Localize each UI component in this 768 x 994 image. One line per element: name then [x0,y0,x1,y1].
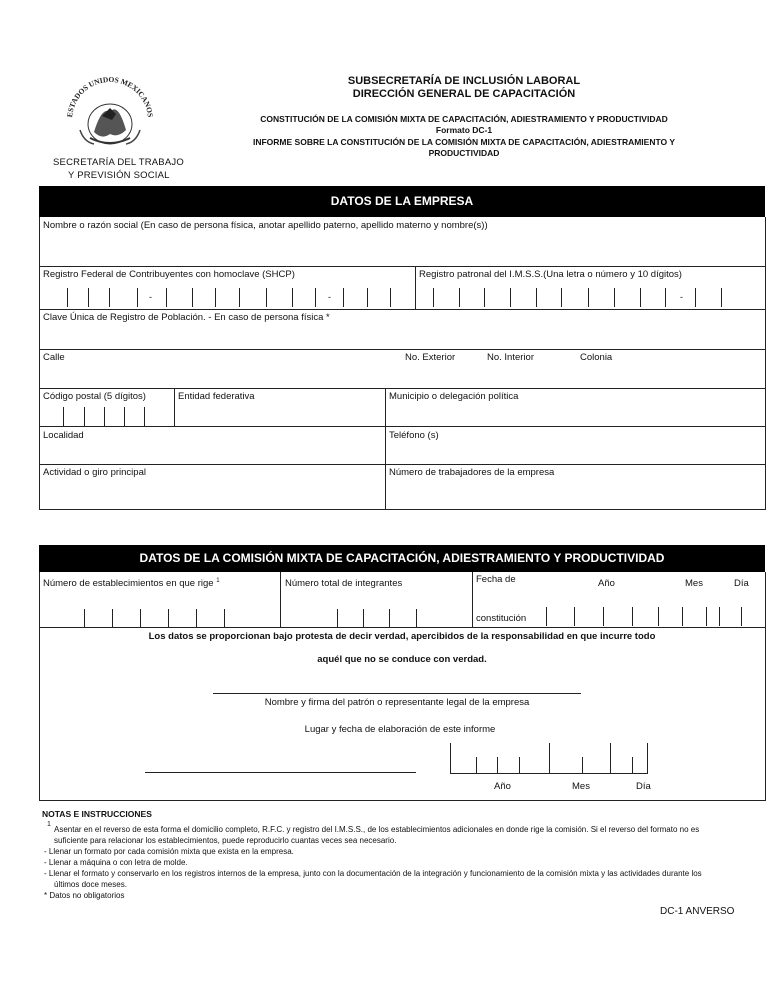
entidad-field[interactable] [175,404,384,425]
note-2: - Llenar un formato por cada comisión mixta que exista en la empresa. [44,847,294,856]
ministry-name-line2: Y PREVISIÓN SOCIAL [68,170,170,181]
firma-field[interactable] [213,675,581,694]
section-empresa-title: DATOS DE LA EMPRESA [39,186,765,217]
fecha-elaboracion-field[interactable] [450,743,648,774]
trabajadores-label: Número de trabajadores de la empresa [389,467,555,478]
actividad-label: Actividad o giro principal [43,467,146,478]
integrantes-field[interactable] [337,609,417,627]
mes-label: Mes [685,578,703,589]
section-comision-title: DATOS DE LA COMISIÓN MIXTA DE CAPACITACIÓN, ADIESTRAMIENTO Y PRODUCTIVIDAD [39,545,765,572]
notes-title: NOTAS E INSTRUCCIONES [42,809,152,819]
lugar-field[interactable] [145,752,416,773]
establecimientos-label [43,578,220,589]
municipio-field[interactable] [386,404,764,425]
telefono-label: Teléfono (s) [389,430,439,441]
dia-label: Día [734,578,749,589]
rfc-dash-2: - [328,292,331,302]
note-5: * Datos no obligatorios [44,891,125,900]
protesta-line-2: aquél que no se conduce con verdad. [317,654,487,665]
constitucion-label: constitución [476,613,527,624]
protesta-line-1: Los datos se proporcionan bajo protesta de decir verdad, apercibidos de la responsabilidad en que incurre todo [148,631,656,642]
entidad-label: Entidad federativa [178,391,255,402]
cp-field[interactable] [40,407,173,426]
telefono-field[interactable] [386,443,764,463]
fecha-constitucion-field[interactable] [546,607,765,627]
rfc-dash-1: - [149,292,152,302]
header-subtitle-3: INFORME SOBRE LA CONSTITUCIÓN DE LA COMISIÓN MIXTA DE CAPACITACIÓN, ADIESTRAMIENTO Y [252,137,676,147]
note-4-line-a: - Llenar el formato y conservarlo en los registros internos de la empresa, junto con la documentación de la integración y funcionamiento de la comisión mixta y las actividades durante los [44,869,702,878]
fecha-de-label: Fecha de [476,574,516,585]
calle-label: Calle [43,352,65,363]
note-4-line-b: últimos doce meses. [54,880,127,889]
localidad-label: Localidad [43,430,84,441]
curp-field[interactable] [40,325,764,348]
domicilio-field[interactable] [40,365,764,387]
integrantes-label: Número total de integrantes [285,578,403,589]
rfc-label: Registro Federal de Contribuyentes con homoclave (SHCP) [43,269,295,280]
anio2-label: Año [494,781,511,792]
nombre-field[interactable] [40,233,764,265]
imss-label: Registro patronal del I.M.S.S.(Una letra o número y 10 dígitos) [419,269,682,280]
imss-field[interactable] [416,288,765,308]
municipio-label: Municipio o delegación política [389,391,519,402]
trabajadores-field[interactable] [386,480,764,508]
nombre-label: Nombre o razón social (En caso de persona física, anotar apellido paterno, apellido materno y nombre(s)) [43,220,488,231]
note-1-line-a: Asentar en el reverso de esta forma el domicilio completo, R.F.C. y registro del I.M.S.S., de los establecimientos adicionales en donde rige la comisión. Si el reverso del formato no es [54,825,700,834]
rfc-field[interactable] [40,288,414,308]
header-subtitle-1: CONSTITUCIÓN DE LA COMISIÓN MIXTA DE CAPACITACIÓN, ADIESTRAMIENTO Y PRODUCTIVIDAD [260,114,668,124]
establecimientos-label-text: Número de establecimientos en que rige [43,578,214,590]
no-exterior-label: No. Exterior [405,352,456,363]
header-title-1: SUBSECRETARÍA DE INCLUSIÓN LABORAL [347,75,581,87]
note-3: - Llenar a máquina o con letra de molde. [44,858,188,867]
header-subtitle-2: Formato DC-1 [435,125,493,135]
footnote-marker: 1 [216,578,220,584]
lugar-label: Lugar y fecha de elaboración de este informe [304,724,496,735]
actividad-field[interactable] [40,480,384,508]
colonia-label: Colonia [580,352,613,363]
imss-dash: - [680,292,683,302]
establecimientos-field[interactable] [84,609,225,627]
government-seal [58,72,162,152]
localidad-field[interactable] [40,443,384,463]
header-title-2: DIRECCIÓN GENERAL DE CAPACITACIÓN [352,88,576,100]
note-1-marker: 1 [47,821,51,828]
cp-label: Código postal (5 dígitos) [43,391,146,402]
note-1-line-b: suficiente para relacionar los establecimientos, puede reproducirlo cuantas veces sea necesario. [54,836,397,845]
curp-label: Clave Única de Registro de Población. - En caso de persona física * [43,312,330,323]
firma-label: Nombre y firma del patrón o representante legal de la empresa [264,697,530,708]
mes2-label: Mes [572,781,590,792]
header-subtitle-4: PRODUCTIVIDAD [428,148,500,158]
no-interior-label: No. Interior [487,352,534,363]
anio-label: Año [598,578,615,589]
dia2-label: Día [636,781,651,792]
seal-text: ESTADOS UNIDOS MEXICANOS [65,74,155,118]
form-code: DC-1 ANVERSO [660,906,735,917]
ministry-name-line1: SECRETARÍA DEL TRABAJO [53,157,184,168]
